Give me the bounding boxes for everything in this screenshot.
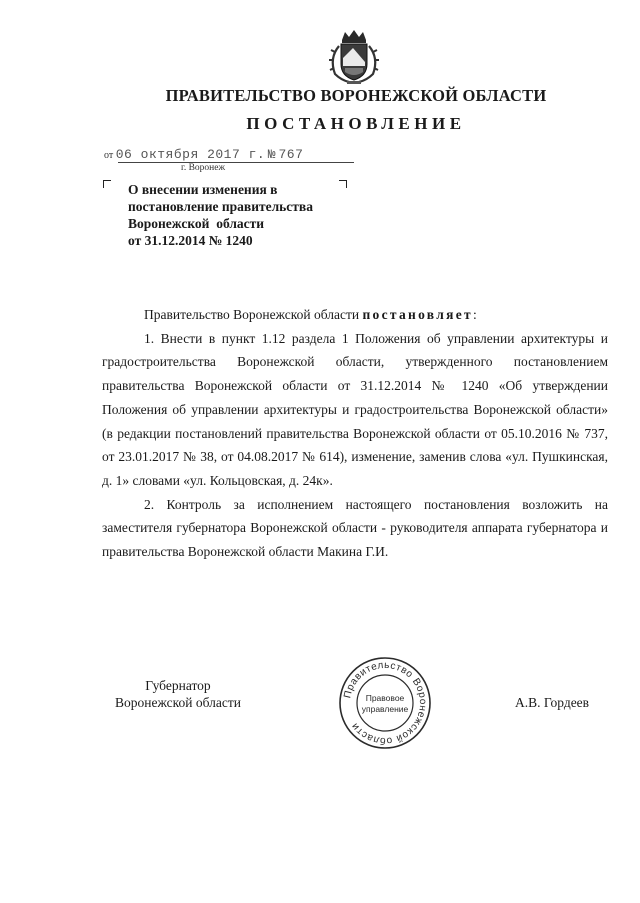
document-type-title: ПОСТАНОВЛЕНИЕ [246,114,466,133]
subject-line: от 31.12.2014 № 1240 [128,233,253,248]
date-underline [118,162,354,163]
date-prefix: от [104,150,114,161]
subject-corner-left [103,180,111,188]
signatory-title-line: Губернатор [145,678,211,693]
number-label: № [267,147,276,162]
document-number: 767 [278,147,304,162]
stamp-ring-text: Правительство Воронежской области [342,659,429,747]
voronezh-coat-of-arms-icon [327,28,381,86]
subject-block [128,181,348,249]
stamp-center-line: управление [361,704,409,714]
signatory-title-line: Воронежской области [115,695,241,710]
date-number-line [104,147,303,162]
city-label: г. Воронеж [181,163,226,173]
body-paragraph-2: 2. Контроль за исполнением настоящего постановления возложить на заместителя губернатора Воронежской области - руководителя аппарата губернатора и правительства Воронежской области Макина Г.И. [102,496,608,560]
organization-title: ПРАВИТЕЛЬСТВО ВОРОНЕЖСКОЙ ОБЛАСТИ [165,86,547,105]
intro-keyword: постановляет [362,307,473,322]
subject-line: О внесении изменения в [128,182,278,197]
intro-suffix: : [472,307,477,322]
signatory-name: А.В. Гордеев [515,695,590,710]
intro-paragraph [102,303,608,327]
body-paragraph-1: 1. Внести в пункт 1.12 раздела 1 Положения об управлении архитектуры и градостроительства Воронежской области, утвержденного постановлением правительства Воронежской области от 31.12.2014 № 1240 «Об утверждении Положения об управлении архитектуры и градостроительства Воронежской области» (в редакции постановлений правительства Воронежской области от 05.10.2016 № 737, от 23.01.2017 № 38, от 04.08.2017 № 614), изменение, заменив слова «ул. Пушкинская, д. 1» словами «ул. Кольцовская, д. 24к». [102,330,608,488]
subject-line: Воронежской области [128,216,265,231]
intro-text: Правительство Воронежской области [144,307,363,322]
stamp-center-line: Правовое [365,693,405,703]
legal-department-stamp [337,655,433,751]
signatory-title [103,677,253,711]
subject-line: постановление правительства [128,199,313,214]
document-date: 06 октября 2017 г. [115,147,266,162]
document-body [102,303,608,564]
